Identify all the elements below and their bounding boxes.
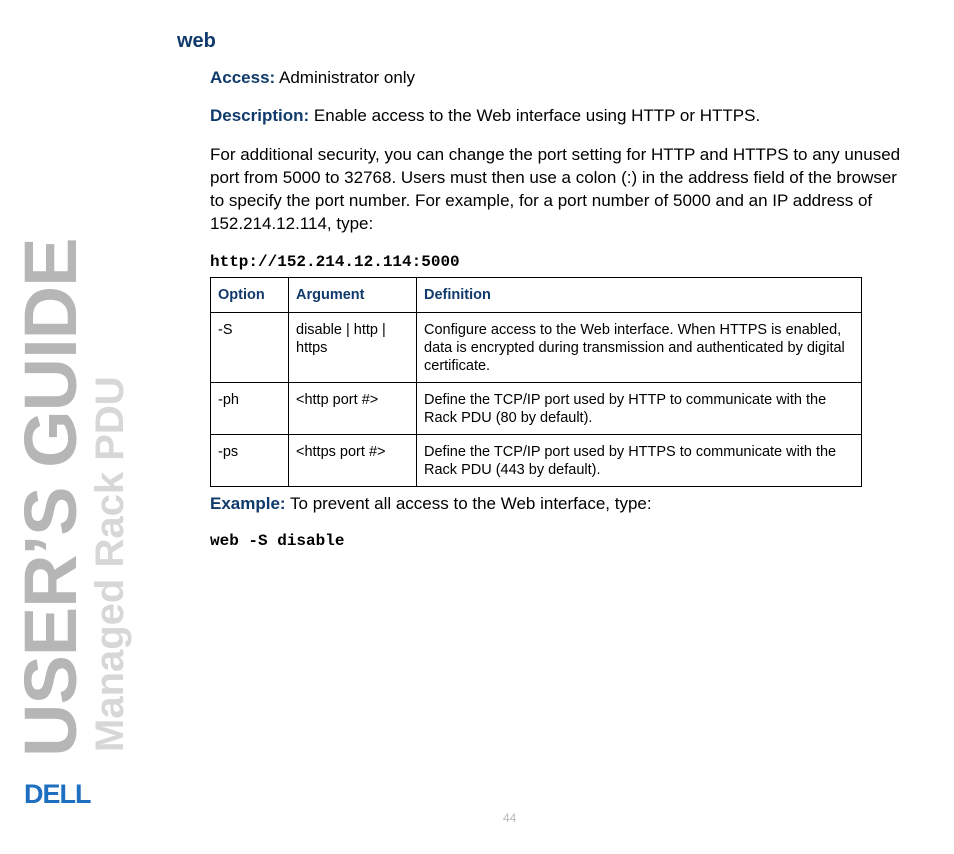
access-label: Access: [210,68,276,87]
example-label: Example: [210,494,286,513]
access-line [210,66,910,89]
cell-argument: <http port #> [289,383,417,435]
example-line [210,492,910,515]
table-row [211,313,862,383]
description-line [210,104,910,127]
page-number: 44 [503,811,517,825]
example-text: To prevent all access to the Web interface, type: [285,494,652,513]
header-option: Option [211,278,289,313]
command-example: web -S disable [210,532,345,550]
logo-text: DELL [24,780,91,806]
sidebar-title: USER’S GUIDE [9,238,92,757]
cell-definition: Define the TCP/IP port used by HTTP to communicate with the Rack PDU (80 by default). [417,383,862,435]
sidebar-subtitle: Managed Rack PDU [88,376,132,752]
description-label: Description: [210,106,310,125]
description-text: Enable access to the Web interface using HTTP or HTTPS. [309,106,761,125]
cell-argument: disable | http | https [289,313,417,383]
options-table [210,277,862,487]
dell-logo [24,780,112,806]
header-argument: Argument [289,278,417,313]
header-definition: Definition [417,278,862,313]
table-header-row [211,278,862,313]
cell-argument: <https port #> [289,435,417,487]
section-heading: web [177,30,216,52]
cell-definition: Configure access to the Web interface. When HTTPS is enabled, data is encrypted during transmission and authenticated by digital certificate. [417,313,862,383]
cell-option: -ph [211,383,289,435]
table-row [211,383,862,435]
cell-definition: Define the TCP/IP port used by HTTPS to communicate with the Rack PDU (443 by default). [417,435,862,487]
table-row [211,435,862,487]
url-example: http://152.214.12.114:5000 [210,253,460,271]
access-text: Administrator only [275,68,416,87]
security-paragraph: For additional security, you can change the port setting for HTTP and HTTPS to any unused port from 5000 to 32768. Users must then use a colon (:) in the address field of the browser to specify the port number. For example, for a port number of 5000 and an IP address of 152.214.12.114, type: [210,145,901,233]
cell-option: -S [211,313,289,383]
cell-option: -ps [211,435,289,487]
